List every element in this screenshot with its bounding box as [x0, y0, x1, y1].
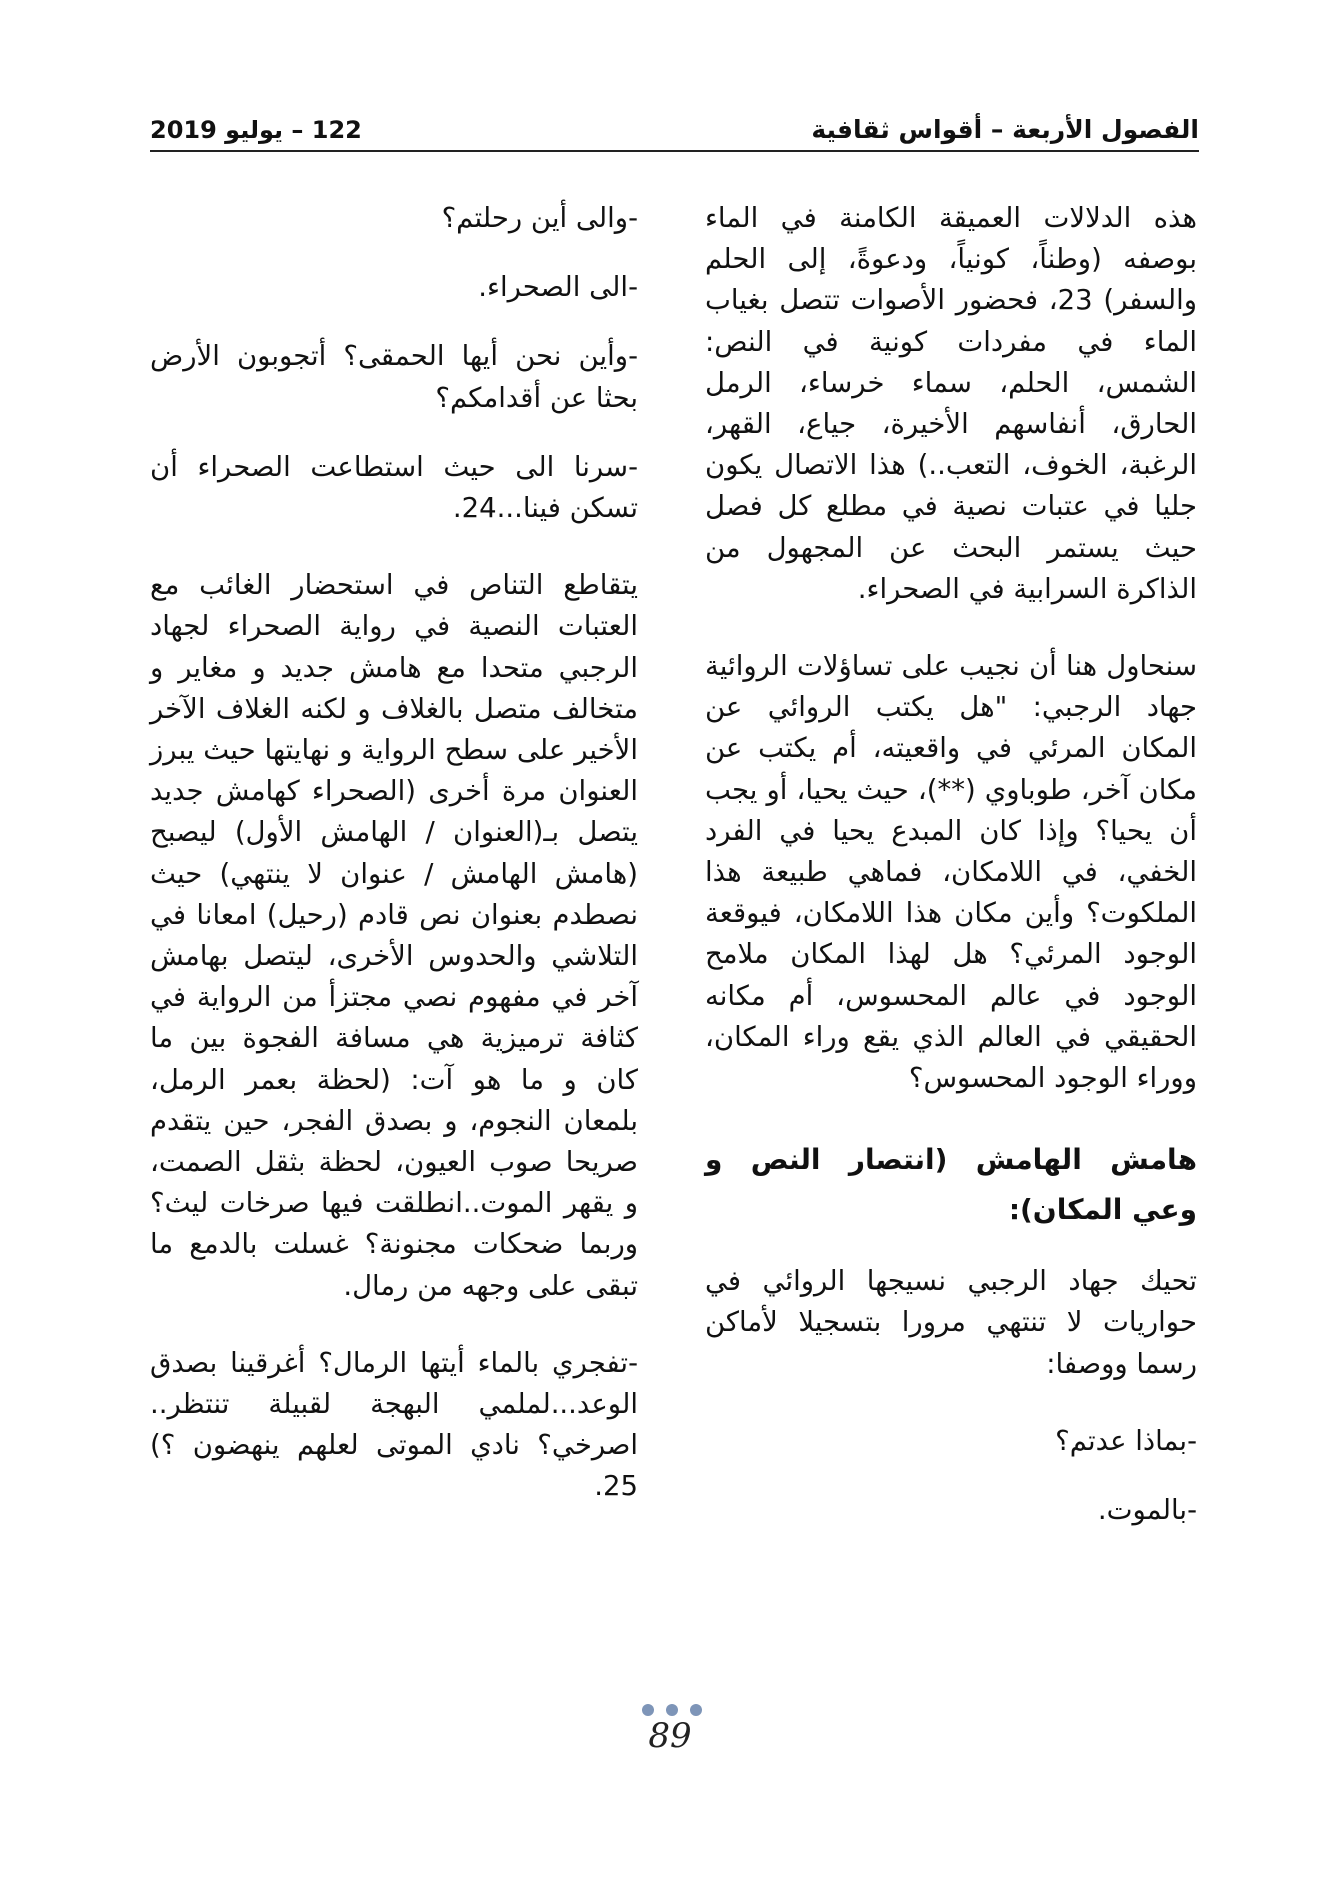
ornament-dot — [666, 1704, 678, 1716]
running-header — [150, 100, 1199, 152]
right-column — [705, 198, 1197, 1559]
ornament-dot — [642, 1704, 654, 1716]
paragraph: يتقاطع التناص في استحضار الغائب مع العتبات النصية في رواية الصحراء لجهاد الرجبي متحدا مع هامش جديد و مغاير و متخالف متصل بالغلاف و لكنه الغلاف الآخر الأخير على سطح الرواية و نهايتها حيث يبرز العنوان مرة أخرى (الصحراء كهامش جديد يتصل بـ(العنوان / الهامش الأول) ليصبح (هامش الهامش / عنوان لا ينتهي) حيث نصطدم بعنوان نص قادم (رحيل) امعانا في التلاشي والحدوس الأخرى، ليتصل بهامش آخر في مفهوم نصي مجتزأ من الرواية في كثافة ترميزية هي مسافة الفجوة بين ما كان و ما هو آت: (لحظة بعمر الرمل، بلمعان النجوم، و بصدق الفجر، حين يتقدم صريحا صوب العيون، لحظة بثقل الصمت، و يقهر الموت..انطلقت فيها صرخات ليث؟ وربما ضحكات مجنونة؟ غسلت بالدمع ما تبقى على وجهه من رمال. — [150, 569, 638, 1302]
paragraph: تحيك جهاد الرجبي نسيجها الروائي في حواريات لا تنتهي مرورا بتسجيلا لأماكن رسما ووصفا: — [705, 1265, 1197, 1380]
left-column — [150, 198, 638, 1544]
ornament-dot — [690, 1704, 702, 1716]
dialogue-line: -الى الصحراء. — [478, 271, 638, 304]
paragraph: -تفجري بالماء أيتها الرمال؟ أغرقينا بصدق الوعد...لملمي البهجة لقبيلة تنتظر.. اصرخي؟ نادي الموتى لعلهم ينهضون ؟) 25. — [150, 1346, 638, 1503]
journal-title: الفصول الأربعة – أقواس ثقافية — [811, 115, 1199, 144]
page-number: 89 — [648, 1716, 692, 1756]
dialogue-line: -سرنا الى حيث استطاعت الصحراء أن تسكن فينا...24. — [150, 450, 638, 525]
section-heading: هامش الهامش (انتصار النص و وعي المكان): — [705, 1143, 1197, 1227]
dialogue-line: -بالموت. — [1097, 1494, 1197, 1527]
paragraph: سنحاول هنا أن نجيب على تساؤلات الروائية جهاد الرجبي: "هل يكتب الروائي عن المكان المرئي في واقعيته، أم يكتب عن مكان آخر، طوباوي (**)، حيث يحيا، أو يجب أن يحيا؟ وإذا كان المبدع يحيا في الفرد الخفي، في اللامكان، فماهي طبيعة هذا الملكوت؟ وأين مكان هذا اللامكان، فيوقعة الوجود المرئي؟ هل لهذا المكان ملامح الوجود في عالم المحسوس، أم مكانه الحقيقي في العالم الذي يقع وراء المكان، ووراء الوجود المحسوس؟ — [705, 650, 1197, 1095]
dialogue-line: -بماذا عدتم؟ — [1055, 1424, 1197, 1457]
dialogue-line: -والى أين رحلتم؟ — [441, 202, 638, 234]
dialogue-line: -وأين نحن أيها الحمقى؟ أتجوبون الأرض بحثا عن أقدامكم؟ — [150, 340, 638, 414]
issue-info: 122 – يوليو 2019 — [150, 116, 362, 144]
paragraph: هذه الدلالات العميقة الكامنة في الماء بوصفه (وطناً، كونياً، ودعوةً، إلى الحلم والسفر) 23، فحضور الأصوات تتصل بغياب الماء في مفردات كونية في النص: الشمس، الحلم، سماء خرساء، الرمل الحارق، أنفاسهم الأخيرة، جياع، القهر، الرغبة، الخوف، التعب..) هذا الاتصال يكون جليا في عتبات نصية في مطلع كل فصل حيث يستمر البحث عن المجهول من الذاكرة السرابية في الصحراء. — [705, 202, 1197, 605]
footer-ornament — [642, 1704, 702, 1716]
